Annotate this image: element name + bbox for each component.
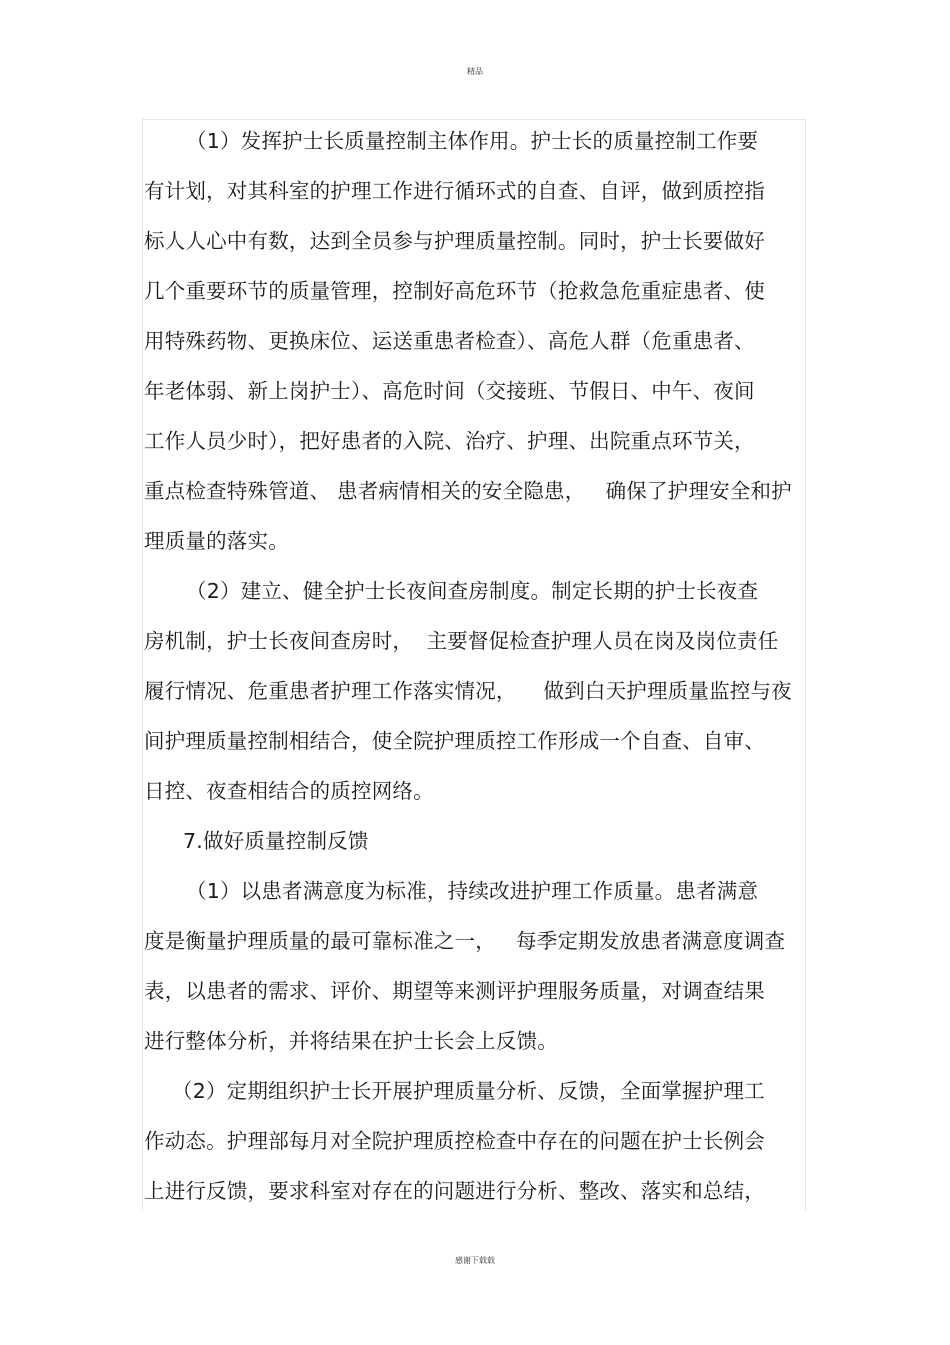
text-line: 上进行反馈，要求科室对存在的问题进行分析、整改、落实和总结， [144,1179,765,1203]
text-line: 几个重要环节的质量管理，控制好高危环节（抢救急危重症患者、使 [144,279,765,303]
text-line: 间护理质量控制相结合，使全院护理质控工作形成一个自查、自审、 [144,729,765,753]
text-line: 作动态。护理部每月对全院护理质控检查中存在的问题在护士长例会 [144,1129,765,1153]
text-line: 表，以患者的需求、评价、期望等来测评护理服务质量，对调查结果 [144,979,765,1003]
text-line: 履行情况、危重患者护理工作落实情况， 做到白天护理质量监控与夜 [144,679,792,703]
text-line: （1）发挥护士长质量控制主体作用。护士长的质量控制工作要 [186,129,759,153]
page-footer: 感谢下载载 [455,1256,495,1265]
text-line: 用特殊药物、更换床位、运送重患者检查）、高危人群（危重患者、 [144,329,755,353]
text-line: （2）建立、健全护士长夜间查房制度。制定长期的护士长夜查 [186,579,759,603]
text-line: （1）以患者满意度为标准，持续改进护理工作质量。患者满意 [186,879,759,903]
text-line: 房机制，护士长夜间查房时， 主要督促检查护理人员在岗及岗位责任 [144,629,779,653]
text-line: 进行整体分析，并将结果在护士长会上反馈。 [144,1029,558,1053]
text-line: 重点检查特殊管道、 患者病情相关的安全隐患， 确保了护理安全和护 [144,479,792,503]
text-line: 日控、夜查相结合的质控网络。 [144,779,434,803]
text-line: 有计划，对其科室的护理工作进行循环式的自查、自评，做到质控指 [144,179,765,203]
page-header: 精品 [467,67,483,76]
text-line: 理质量的落实。 [144,529,289,553]
text-line: 标人人心中有数，达到全员参与护理质量控制。同时，护士长要做好 [144,229,765,253]
text-line: （2）定期组织护士长开展护理质量分析、反馈，全面掌握护理工 [172,1079,765,1103]
text-line: 年老体弱、新上岗护士）、高危时间（交接班、节假日、中午、夜间 [144,379,755,403]
section-heading: 7.做好质量控制反馈 [183,829,369,853]
text-line: 工作人员少时），把好患者的入院、治疗、护理、出院重点环节关， [144,429,755,453]
text-line: 度是衡量护理质量的最可靠标准之一， 每季定期发放患者满意度调查 [144,929,786,953]
